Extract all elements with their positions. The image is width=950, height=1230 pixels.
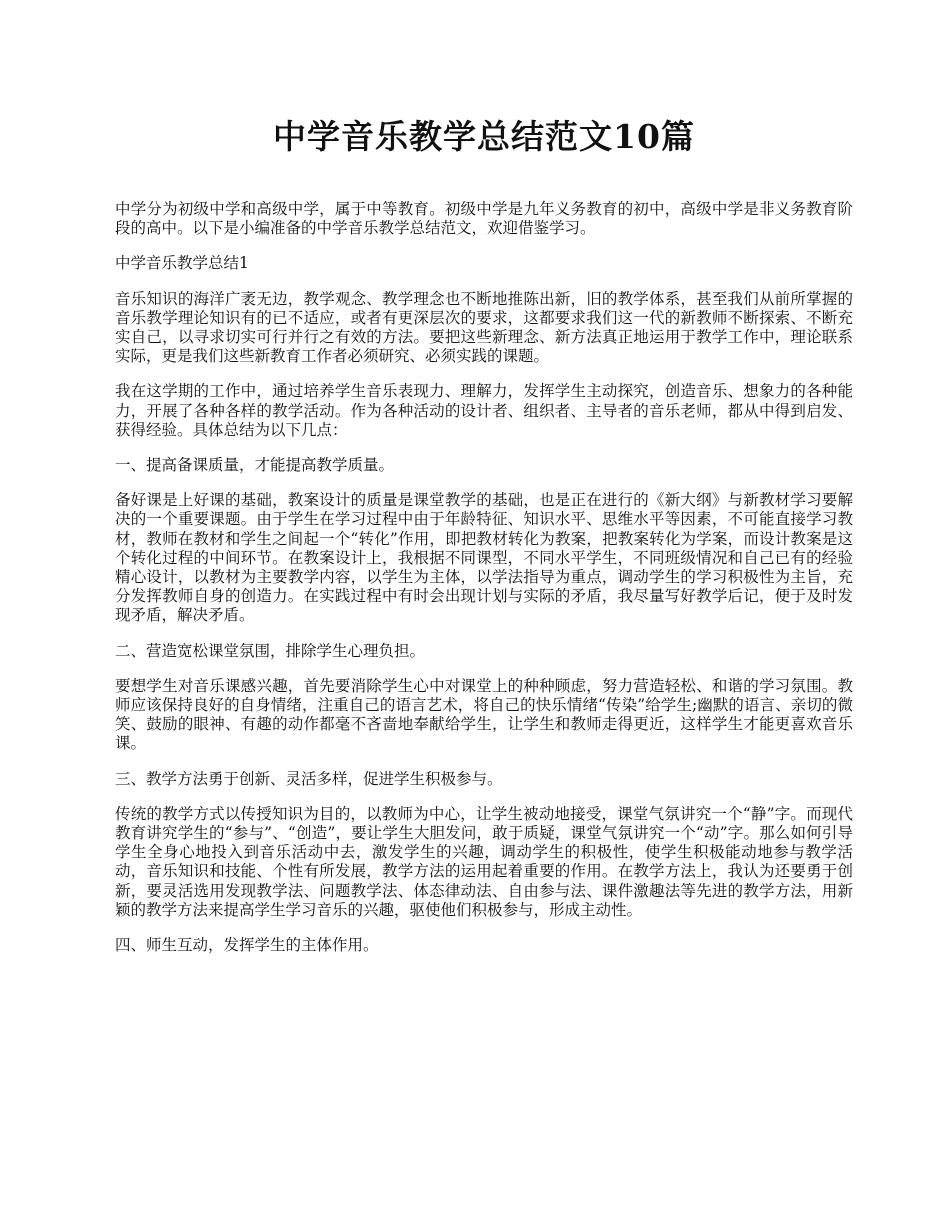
body-paragraph: 音乐知识的海洋广袤无边，教学观念、教学理念也不断地推陈出新，旧的教学体系，甚至我们从前所掌握的音乐教学理论知识有的已不适应，或者有更深层次的要求，这都要求我们这一代的新教师不断探索、不断充实自己，以寻求切实可行并行之有效的方法。要把这些新理念、新方法真正地运用于教学工作中，理论联系实际，更是我们这些新教育工作者必须研究、必须实践的课题。: [115, 289, 853, 366]
point-heading: 一、提高备课质量，才能提高教学质量。: [115, 456, 395, 475]
body-paragraph: 传统的教学方式以传授知识为目的，以教师为中心，让学生被动地接受，课堂气氛讲究一个“静”字。而现代教育讲究学生的“参与”、“创造”，要让学生大胆发问，敢于质疑，课堂气氛讲究一个“动”字。那么如何引导学生全身心地投入到音乐活动中去，激发学生的兴趣，调动学生的积极性，使学生积极能动地参与教学活动，音乐知识和技能、个性有所发展，教学方法的运用起着重要的作用。在教学方法上，我认为还要勇于创新，要灵活选用发现教学法、问题教学法、体态律动法、自由参与法、课件激趣法等先进的教学方法，用新颖的教学方法来提高学生学习音乐的兴趣，驱使他们积极参与，形成主动性。: [115, 804, 853, 919]
document-title: 中学音乐教学总结范文10篇: [273, 117, 695, 156]
point-heading: 三、教学方法勇于创新、灵活多样，促进学生积极参与。: [115, 769, 503, 788]
section-heading: 中学音乐教学总结1: [115, 254, 249, 273]
point-heading: 二、营造宽松课堂氛围，排除学生心理负担。: [115, 641, 426, 660]
document-page: [115, 112, 853, 971]
point-heading: 四、师生互动，发挥学生的主体作用。: [115, 936, 379, 955]
body-paragraph: 备好课是上好课的基础，教案设计的质量是课堂教学的基础，也是正在进行的《新大纲》与新教材学习要解决的一个重要课题。由于学生在学习过程中由于年龄特征、知识水平、思维水平等因素，不可能直接学习教材，教师在教材和学生之间起一个“转化”作用，即把教材转化为教案，把教案转化为学案，而设计教案是这个转化过程的中间环节。在教案设计上，我根据不同课型，不同水平学生，不同班级情况和自己已有的经验精心设计，以教材为主要教学内容，以学生为主体，以学法指导为重点，调动学生的学习积极性为主旨，充分发挥教师自身的创造力。在实践过程中有时会出现计划与实际的矛盾，我尽量写好教学后记，便于及时发现矛盾，解决矛盾。: [115, 491, 853, 625]
intro-paragraph: 中学分为初级中学和高级中学，属于中等教育。初级中学是九年义务教育的初中，高级中学是非义务教育阶段的高中。以下是小编准备的中学音乐教学总结范文，欢迎借鉴学习。: [115, 200, 853, 238]
body-paragraph: 要想学生对音乐课感兴趣，首先要消除学生心中对课堂上的种种顾虑，努力营造轻松、和谐的学习氛围。教师应该保持良好的自身情绪，注重自己的语言艺术，将自己的快乐情绪“传染”给学生;幽默的语言、亲切的微笑、鼓励的眼神、有趣的动作都毫不吝啬地奉献给学生，让学生和教师走得更近，这样学生才能更喜欢音乐课。: [115, 676, 853, 753]
body-paragraph: 我在这学期的工作中，通过培养学生音乐表现力、理解力，发挥学生主动探究，创造音乐、想象力的各种能力，开展了各种各样的教学活动。作为各种活动的设计者、组织者、主导者的音乐老师，都从中得到启发、获得经验。具体总结为以下几点：: [115, 382, 853, 439]
